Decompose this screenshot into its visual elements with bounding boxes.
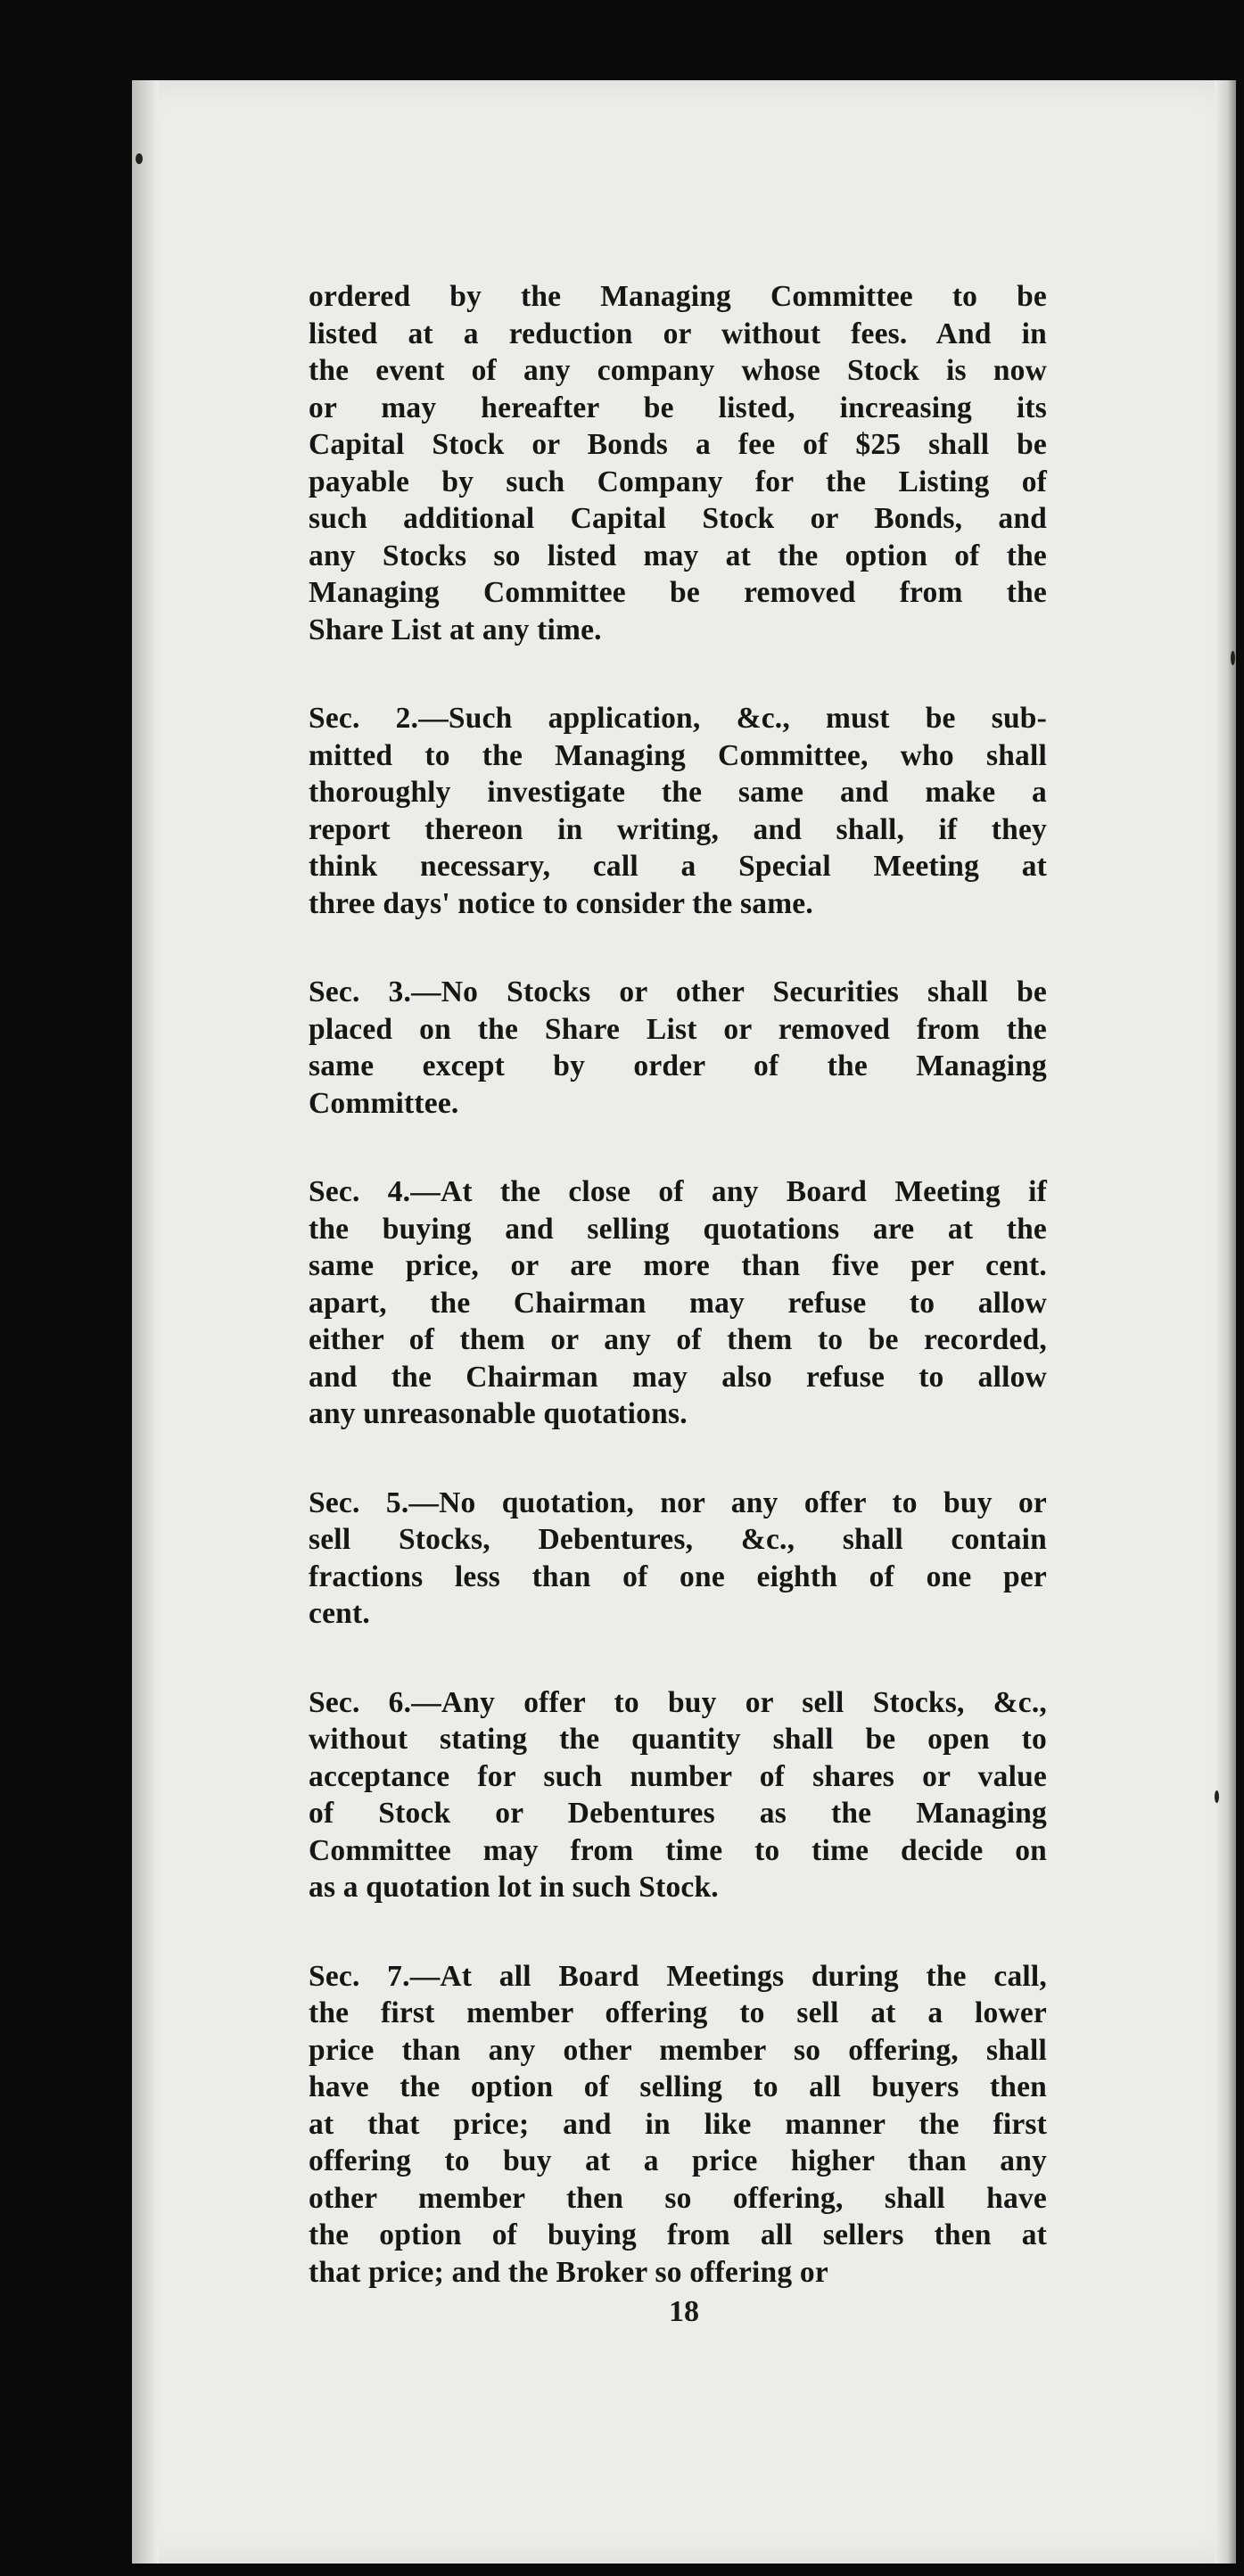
scanned-page [132,80,1236,2564]
text-line: three days' notice to consider the same. [309,886,813,920]
text-line: Sec. 2.—Such application, &c., must be sub- [309,702,1047,735]
text-line: as a quotation lot in such Stock. [309,1871,719,1904]
text-line: fractions less than of one eighth of one per [309,1560,1047,1593]
page-number: 18 [669,2295,699,2328]
paragraph [309,1173,1047,1433]
paragraph [309,974,1047,1122]
text-line: without stating the quantity shall be open to [309,1723,1047,1756]
text-line: such additional Capital Stock or Bonds, and [309,502,1047,535]
text-line: Sec. 7.—At all Board Meetings during the call, [309,1959,1047,1993]
text-line: apart, the Chairman may refuse to allow [309,1286,1047,1320]
text-line: the first member offering to sell at a lower [309,1996,1047,2029]
text-line: at that price; and in like manner the first [309,2107,1047,2141]
body-text [309,278,1047,2342]
paragraph [309,1958,1047,2292]
text-line: price than any other member so offering, shall [309,2033,1047,2067]
text-line: sell Stocks, Debentures, &c., shall contain [309,1523,1047,1556]
text-line: thoroughly investigate the same and make a [309,776,1047,809]
paragraph [309,1485,1047,1633]
text-line: Managing Committee be removed from the [309,576,1047,609]
scan-speck [136,153,143,164]
text-line: acceptance for such number of shares or value [309,1759,1047,1793]
text-line: Capital Stock or Bonds a fee of $25 shall be [309,428,1047,461]
text-line: mitted to the Managing Committee, who shall [309,738,1047,772]
scan-speck [1231,651,1235,665]
text-line: report thereon in writing, and shall, if they [309,812,1047,846]
text-line: other member then so offering, shall have [309,2181,1047,2215]
text-line: Sec. 3.—No Stocks or other Securities shall be [309,975,1047,1008]
text-line: cent. [309,1597,370,1630]
paragraph [309,1684,1047,1906]
text-line: of Stock or Debentures as the Managing [309,1797,1047,1830]
text-line: same except by order of the Managing [309,1049,1047,1082]
page-spine-shadow [132,80,159,2564]
text-line: think necessary, call a Special Meeting at [309,850,1047,883]
text-line: have the option of selling to all buyers then [309,2070,1047,2103]
page-right-edge [1215,80,1236,2564]
text-line: placed on the Share List or removed from the [309,1012,1047,1046]
text-line: Committee. [309,1086,459,1120]
text-line: Sec. 4.—At the close of any Board Meeting if [309,1175,1047,1208]
text-line: that price; and the Broker so offering or [309,2255,828,2289]
paragraph [309,278,1047,648]
text-line: either of them or any of them to be recorded, [309,1323,1047,1356]
text-line: any unreasonable quotations. [309,1397,688,1430]
text-line: ordered by the Managing Committee to be [309,280,1047,313]
text-line: the option of buying from all sellers then at [309,2218,1047,2251]
text-line: offering to buy at a price higher than any [309,2144,1047,2177]
text-line: same price, or are more than five per cent. [309,1249,1047,1282]
text-line: any Stocks so listed may at the option of the [309,539,1047,572]
text-line: or may hereafter be listed, increasing its [309,391,1047,424]
text-line: listed at a reduction or without fees. And in [309,317,1047,350]
paragraph [309,700,1047,922]
text-line: payable by such Company for the Listing of [309,465,1047,498]
text-line: the event of any company whose Stock is now [309,354,1047,387]
scan-speck [1215,1790,1219,1803]
text-line: Share List at any time. [309,613,602,646]
text-line: Sec. 5.—No quotation, nor any offer to buy or [309,1486,1047,1519]
text-line: Committee may from time to time decide on [309,1833,1047,1867]
text-line: and the Chairman may also refuse to allow [309,1360,1047,1394]
text-line: Sec. 6.—Any offer to buy or sell Stocks, &c., [309,1685,1047,1719]
text-line: the buying and selling quotations are at the [309,1212,1047,1246]
